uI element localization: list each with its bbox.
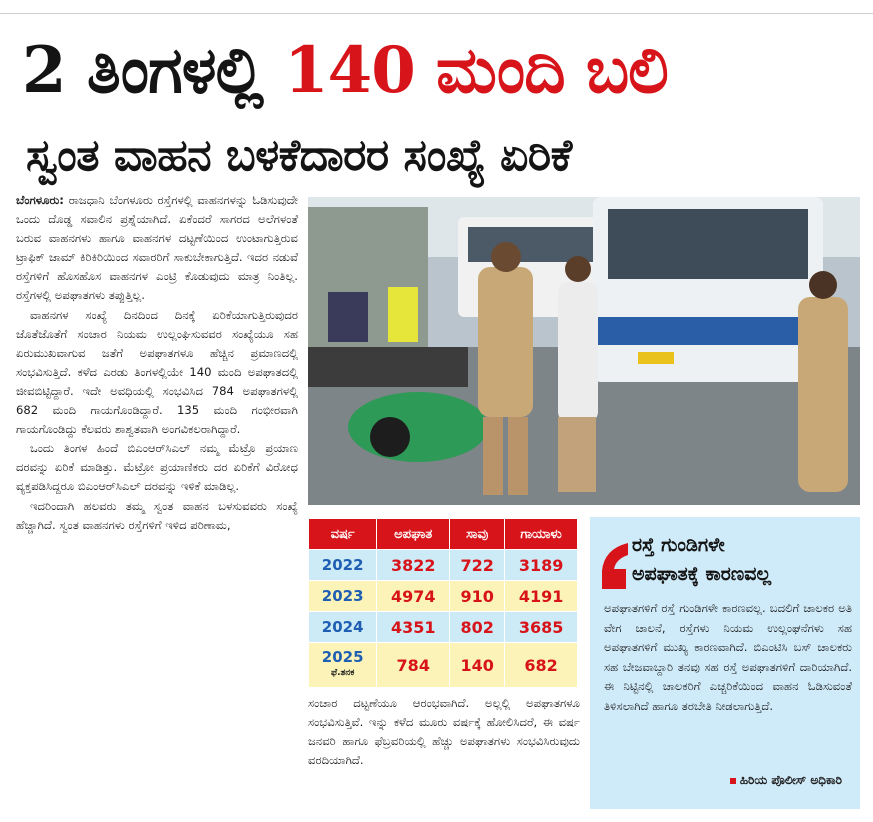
source-label: ಹಿರಿಯ ಪೊಲೀಸ್ ಅಧಿಕಾರಿ — [739, 773, 842, 787]
accident-stats-table — [308, 518, 578, 688]
table-header-row — [309, 519, 578, 550]
sidebar-box — [590, 517, 860, 809]
sidebar-source — [730, 773, 842, 788]
header-accidents: ಅಪಘಾತ — [377, 519, 450, 550]
deaths-cell: 802 — [450, 612, 505, 643]
year-cell — [309, 643, 377, 688]
article-column-left — [16, 191, 298, 811]
top-rule — [0, 0, 873, 14]
news-photo — [308, 197, 860, 505]
header-injured: ಗಾಯಾಳು — [505, 519, 578, 550]
year-cell: 2024 — [309, 612, 377, 643]
accidents-cell: 4974 — [377, 581, 450, 612]
accidents-cell: 784 — [377, 643, 450, 688]
subheadline: ಸ್ವಂತ ವಾಹನ ಬಳಕೆದಾರರ ಸಂಖ್ಯೆ ಏರಿಕೆ — [26, 130, 572, 181]
article-paragraph-2: ವಾಹನಗಳ ಸಂಖ್ಯೆ ದಿನದಿಂದ ದಿನಕ್ಕೆ ಏರಿಕೆಯಾಗುತ್ತಿರುವುದರ ಜೊತೆಜೊತೆಗೆ ಸಂಚಾರ ನಿಯಮ ಉಲ್ಲಂಘಿಸುವವರ ಸಂಖ್ಯೆಯೂ ಸಹ ಏರುಮುಖವಾಗುವ ಜತೆಗೆ ಅಪಘಾತಗಳೂ ಹೆಚ್ಚಿನ ಪ್ರಮಾಣದಲ್ಲಿ ಸಂಭವಿಸುತ್ತಿದೆ. ಕಳೆದ ಎರಡು ತಿಂಗಳಲ್ಲಿಯೇ 140 ಮಂದಿ ಅಪಘಾತದಲ್ಲಿ ಜೀವಬಿಟ್ಟಿದ್ದಾರೆ. ಇದೇ ಅವಧಿಯಲ್ಲಿ ಸಂಭವಿಸಿದ 784 ಅಪಘಾತಗಳಲ್ಲಿ 682 ಮಂದಿ ಗಾಯಗೊಂಡಿದ್ದಾರೆ. 135 ಮಂದಿ ಗಂಭೀರವಾಗಿ ಗಾಯಗೊಂಡಿದ್ದು ಕೆಲವರು ಶಾಶ್ವತವಾಗಿ ಅಂಗವಿಕಲರಾಗಿದ್ದಾರೆ. — [16, 307, 298, 437]
headline-part-red: 140 ಮಂದಿ ಬಲಿ — [284, 33, 668, 108]
table-row — [309, 581, 578, 612]
accidents-cell: 4351 — [377, 612, 450, 643]
year-value: 2025 — [321, 648, 364, 666]
dateline: ಬೆಂಗಳೂರು: — [16, 193, 64, 207]
deaths-cell: 140 — [450, 643, 505, 688]
deaths-cell: 722 — [450, 550, 505, 581]
bullet-icon — [730, 778, 736, 784]
table-row — [309, 550, 578, 581]
injured-cell: 4191 — [505, 581, 578, 612]
table-row — [309, 643, 578, 688]
header-deaths: ಸಾವು — [450, 519, 505, 550]
article-continuation: ಸಂಚಾರ ದಟ್ಟಣೆಯೂ ಆರಂಭವಾಗಿದೆ. ಅಲ್ಲಲ್ಲಿ ಅಪಘಾತಗಳೂ ಸಂಭವಿಸುತ್ತಿವೆ. ಇನ್ನು ಕಳೆದ ಮೂರು ವರ್ಷಕ್ಕೆ ಹೋಲಿಸಿದರೆ, ಈ ವರ್ಷ ಜನವರಿ ಹಾಗೂ ಫೆಬ್ರವರಿಯಲ್ಲಿ ಹೆಚ್ಚು ಅಪಘಾತಗಳು ಸಂಭವಿಸಿರುವುದು ವರದಿಯಾಗಿದೆ. — [308, 696, 580, 768]
accident-scene-illustration — [308, 197, 860, 505]
headline — [22, 26, 862, 116]
sidebar-title — [632, 531, 854, 589]
article-paragraph-3: ಒಂದು ತಿಂಗಳ ಹಿಂದೆ ಬಿಎಂಆರ್‌ಸಿಎಲ್ ನಮ್ಮ ಮೆಟ್ರೊ ಪ್ರಯಾಣ ದರವನ್ನು ಏರಿಕೆ ಮಾಡಿತ್ತು. ಮೆಟ್ರೋ ಪ್ರಯಾಣಿಕರು ದರ ಏರಿಕೆಗೆ ವಿರೋಧ ವ್ಯಕ್ತಪಡಿಸಿದ್ದರೂ ಬಿಎಂಆರ್‌ಸಿಎಲ್ ದರವನ್ನು ಇಳಿಕೆ ಮಾಡಿಲ್ಲ. — [16, 441, 298, 494]
headline-part-black: 2 ತಿಂಗಳಲ್ಲಿ — [22, 33, 285, 108]
sidebar-title-line-1: ರಸ್ತೆ ಗುಂಡಿಗಳೇ — [632, 534, 725, 556]
injured-cell: 3189 — [505, 550, 578, 581]
table-row — [309, 612, 578, 643]
accidents-cell: 3822 — [377, 550, 450, 581]
year-cell: 2023 — [309, 581, 377, 612]
header-year: ವರ್ಷ — [309, 519, 377, 550]
deaths-cell: 910 — [450, 581, 505, 612]
injured-cell: 682 — [505, 643, 578, 688]
year-note: ಫೆ.ತನಕ — [330, 668, 355, 678]
sidebar-body: ಅಪಘಾತಗಳಿಗೆ ರಸ್ತೆ ಗುಂಡಿಗಳೇ ಕಾರಣವಲ್ಲ. ಬದಲಿಗೆ ಚಾಲಕರ ಅತಿ ವೇಗ ಚಾಲನೆ, ರಸ್ತೆಗಳು ನಿಯಮ ಉಲ್ಲಂಘನೆಗಳು ಸಹ ಅಪಘಾತಗಳಿಗೆ ಮುಖ್ಯ ಕಾರಣವಾಗಿದೆ. ಬಿಎಂಟಿಸಿ ಬಸ್ ಚಾಲಕರು ಸಹ ಬೇಜವಾಬ್ದಾರಿ ತನವು ಸಹ ರಸ್ತೆ ಅಪಘಾತಗಳಿಗೆ ದಾರಿಯಾಗಿದೆ. ಈ ನಿಟ್ಟಿನಲ್ಲಿ ಚಾಲಕರಿಗೆ ಎಚ್ಚರಿಕೆಯಿಂದ ವಾಹನ ಓಡಿಸುವಂತೆ ತಿಳಿಸಲಾಗಿದೆ ಹಾಗೂ ತರಬೇತಿ ನೀಡಲಾಗುತ್ತಿದೆ. — [604, 601, 852, 713]
article-paragraph-4: ಇದರಿಂದಾಗಿ ಹಲವರು ತಮ್ಮ ಸ್ವಂತ ವಾಹನ ಬಳಸುವವರು ಸಂಖ್ಯೆ ಹೆಚ್ಚಾಗಿದೆ. ಸ್ವಂತ ವಾಹನಗಳು ರಸ್ತೆಗಳಿಗೆ ಇಳಿದ ಪರಿಣಾಮ, — [16, 498, 298, 532]
paragraph-text: ರಾಜಧಾನಿ ಬೆಂಗಳೂರು ರಸ್ತೆಗಳಲ್ಲಿ ವಾಹನಗಳನ್ನು ಓಡಿಸುವುದೇ ಒಂದು ದೊಡ್ಡ ಸವಾಲಿನ ಪ್ರಶ್ನೆಯಾಗಿದೆ. ಏಕೆಂದರೆ ಸಾಗರದ ಅಲೆಗಳಂತೆ ಬರುವ ವಾಹನಗಳು ಹಾಗೂ ವಾಹನಗಳ ದಟ್ಟಣೆಯಿಂದ ಉಂಟಾಗುತ್ತಿರುವ ಟ್ರಾಫಿಕ್ ಜಾಮ್ ಕಿರಿಕಿರಿಯಿಂದ ಸವಾರರಿಗೆ ಸಾಕುಬೇಕಾಗುತ್ತಿದೆ. ಇದರ ನಡುವೆ ರಸ್ತೆಗಳಿಗೆ ಹೊಸಹೊಸ ವಾಹನಗಳ ಎಂಟ್ರಿ ಕೊಡುವುದು ಮಾತ್ರ ನಿಂತಿಲ್ಲ. ರಸ್ತೆಗಳಲ್ಲಿ ಅಪಘಾತಗಳು ತಪ್ಪುತ್ತಿಲ್ಲ. — [16, 193, 298, 303]
article-column-middle — [308, 694, 580, 806]
injured-cell: 3685 — [505, 612, 578, 643]
sidebar-title-line-2: ಅಪಘಾತಕ್ಕೆ ಕಾರಣವಲ್ಲ — [632, 563, 772, 585]
article-paragraph-1 — [16, 191, 298, 306]
quote-mark-icon — [602, 543, 628, 589]
year-cell: 2022 — [309, 550, 377, 581]
